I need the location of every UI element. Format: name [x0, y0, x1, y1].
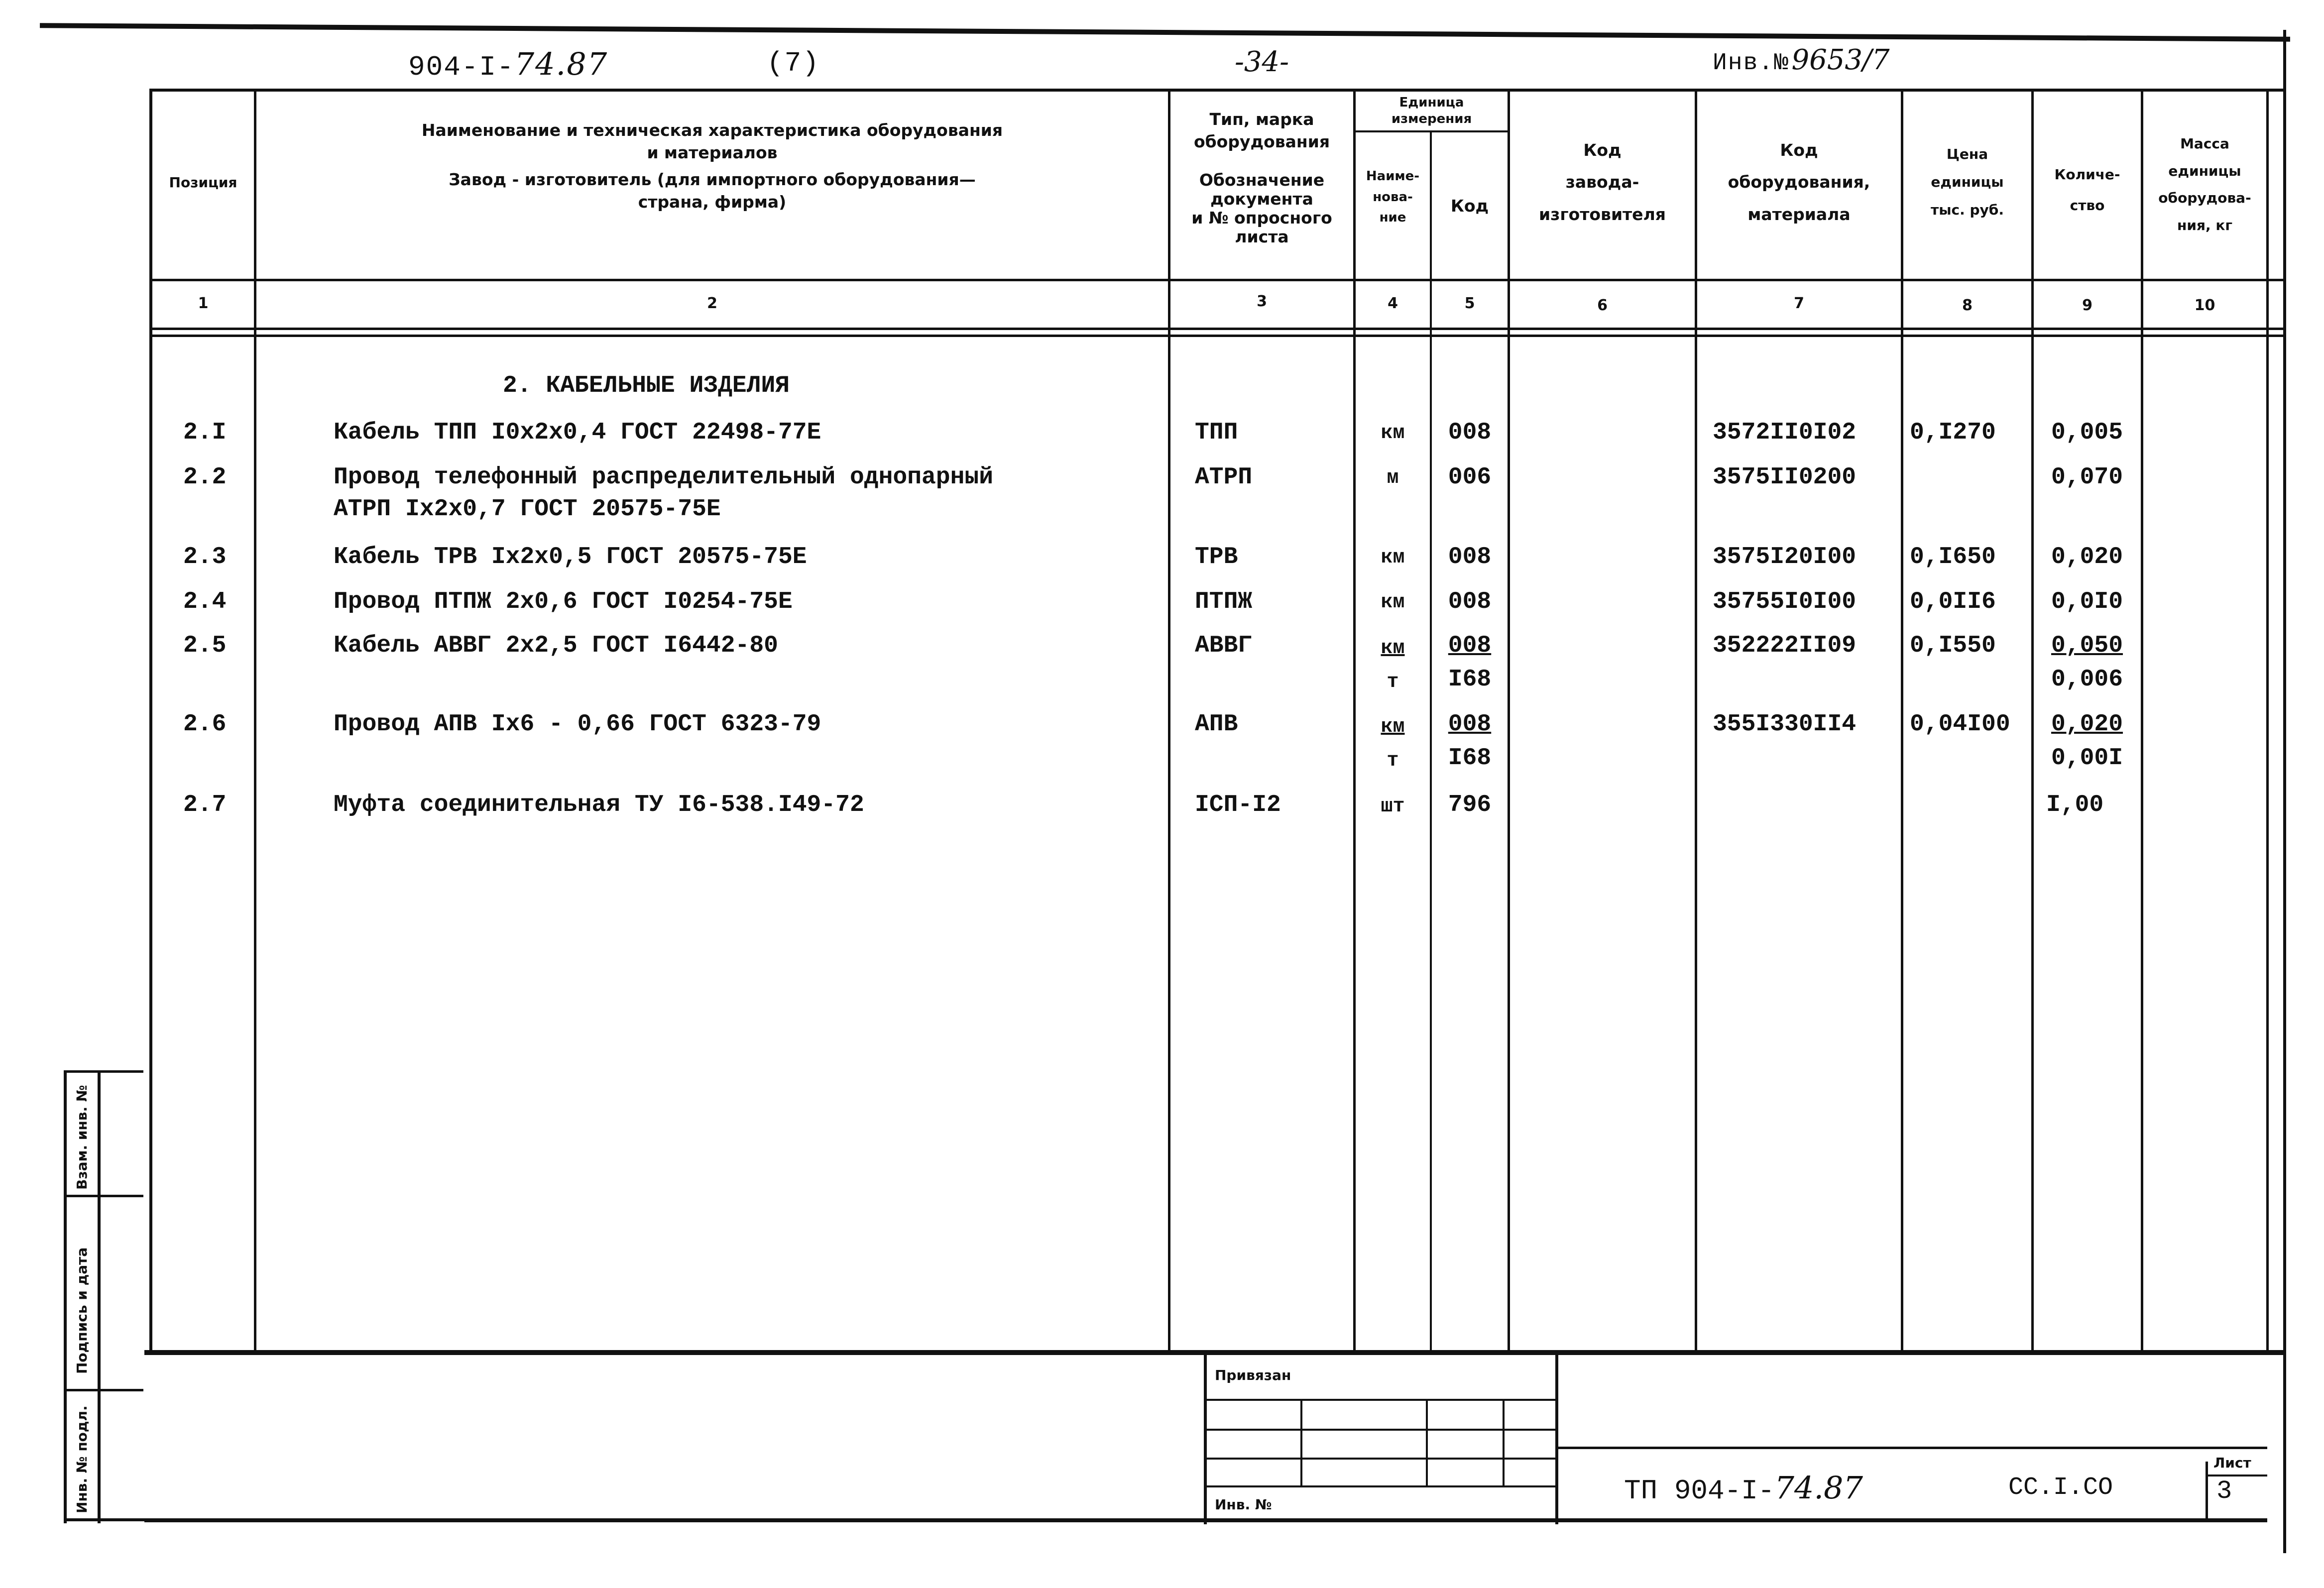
col-header-unit-group: Единица измерения — [1391, 95, 1472, 126]
row-price: 0,04I00 — [1910, 711, 2010, 738]
row-name: Кабель АВВГ 2х2,5 ГОСТ I6442-80 — [334, 632, 778, 659]
row-price: 0,I270 — [1910, 419, 1996, 446]
col-line-4 — [1430, 130, 1432, 1353]
row-unit-code: 008 — [1448, 588, 1492, 615]
section-title: 2. КАБЕЛЬНЫЕ ИЗДЕЛИЯ — [503, 372, 790, 399]
row-type: IСП-I2 — [1195, 792, 1281, 818]
row-material-code: 3572II0I02 — [1713, 419, 1857, 446]
col-line-5 — [1508, 89, 1510, 1353]
colnum-9: 9 — [2082, 297, 2092, 314]
row-material-code: 3575I20I00 — [1713, 544, 1857, 570]
header-bottom-line — [149, 279, 2285, 281]
row-type: АТРП — [1195, 464, 1253, 491]
row-material-code: 352222II09 — [1713, 632, 1857, 659]
row-unit-code: 008 — [1448, 419, 1492, 446]
right-border-line — [2283, 30, 2286, 1553]
colnum-double-line — [149, 335, 2285, 337]
title-inv-label: Инв. № — [1215, 1496, 1272, 1513]
side-stamp-signature-date: Подпись и дата — [74, 1247, 90, 1374]
col-header-factory-code: Код завода- изготовителя — [1539, 140, 1666, 224]
col-line-2 — [1168, 89, 1170, 1353]
row-quantity: 0,020 — [2051, 544, 2123, 570]
header-doc-code: 904-I-74.87 — [408, 46, 608, 83]
col-header-position: Позиция — [169, 174, 237, 191]
col-header-quantity: Количе- ство — [2054, 166, 2120, 214]
row-unit-code-2: I68 — [1448, 745, 1492, 772]
title-block-divider-line — [1555, 1350, 1558, 1524]
col-line-7 — [1901, 89, 1903, 1353]
row-position: 2.6 — [183, 711, 227, 738]
row-unit-code-2: I68 — [1448, 666, 1492, 693]
page-bottom-line — [144, 1518, 2267, 1522]
row-type: ТПП — [1195, 419, 1238, 446]
row-name-line2: АТРП Iх2х0,7 ГОСТ 20575-75Е — [334, 496, 721, 523]
title-block-left-line — [1204, 1350, 1207, 1524]
row-position: 2.7 — [183, 792, 227, 818]
row-type: АПВ — [1195, 711, 1238, 738]
title-grid-vline-3 — [1503, 1399, 1505, 1487]
sheet-box-left — [2206, 1462, 2208, 1520]
col-header-type: Тип, марка оборудования Обозначение документа и № опросного листа — [1191, 110, 1332, 246]
row-unit: км — [1381, 637, 1405, 660]
attached-label: Привязан — [1215, 1367, 1291, 1383]
row-position: 2.5 — [183, 632, 227, 659]
row-unit-code: 008 — [1448, 711, 1492, 738]
row-type: АВВГ — [1195, 632, 1253, 659]
row-name: Муфта соединительная ТУ I6-538.I49-72 — [334, 792, 864, 818]
row-price: 0,I650 — [1910, 544, 1996, 570]
colnum-bottom-line — [149, 328, 2285, 330]
col-header-unit-name: Наиме- нова- ние — [1366, 169, 1420, 226]
sheet-label: Лист — [2213, 1455, 2251, 1471]
row-unit: км — [1381, 422, 1405, 445]
row-unit-code: 796 — [1448, 792, 1492, 818]
row-unit-code: 006 — [1448, 464, 1492, 491]
col-line-8 — [2031, 89, 2034, 1353]
row-position: 2.I — [183, 419, 227, 446]
row-name: Провод АПВ Iх6 - 0,66 ГОСТ 6323-79 — [334, 711, 821, 738]
top-border-line — [40, 23, 2290, 42]
table-bottom-line — [144, 1350, 2285, 1355]
row-position: 2.4 — [183, 588, 227, 615]
title-sheet-code: СС.I.СО — [2008, 1474, 2113, 1502]
colnum-7: 7 — [1794, 295, 1804, 312]
title-grid-line-1 — [1204, 1399, 1558, 1401]
title-code-line — [1555, 1447, 2267, 1449]
table-top-line — [149, 89, 2285, 92]
row-quantity: 0,0I0 — [2051, 588, 2123, 615]
row-price: 0,I550 — [1910, 632, 1996, 659]
title-doc-code-handwritten: 74.87 — [1774, 1470, 1863, 1506]
row-unit: км — [1381, 591, 1405, 614]
col-line-10 — [2266, 89, 2269, 1353]
row-unit-code: 008 — [1448, 632, 1492, 659]
row-name: Провод ПТПЖ 2х0,6 ГОСТ I0254-75Е — [334, 588, 793, 615]
header-page-number: -34- — [1235, 46, 1289, 78]
row-unit: км — [1381, 716, 1405, 738]
row-quantity: 0,020 — [2051, 711, 2123, 738]
col-header-mass: Масса единицы оборудова- ния, кг — [2158, 135, 2251, 233]
col-header-price: Цена единицы тыс. руб. — [1930, 146, 2004, 218]
title-grid-line-4 — [1204, 1485, 1558, 1487]
header-doc-code-handwritten: 74.87 — [514, 46, 608, 82]
row-unit-2: т — [1387, 671, 1399, 693]
title-grid-vline-2 — [1426, 1399, 1428, 1487]
sheet-number: 3 — [2216, 1476, 2232, 1506]
col-header-name: Наименование и техническая характеристика оборудования и материалов Завод - изготовитель (для импортного оборудования— страна, фирма) — [421, 120, 1003, 212]
title-doc-code: ТП 904-I-74.87 — [1624, 1470, 1863, 1507]
colnum-6: 6 — [1597, 297, 1608, 314]
row-price: 0,0II6 — [1910, 588, 1996, 615]
col-line-0 — [149, 89, 152, 1353]
header-inventory: Инв.№ 9653/7 — [1713, 44, 1890, 77]
side-stamp-outer-line — [64, 1070, 67, 1523]
row-name: Провод телефонный распределительный однопарный — [334, 464, 994, 491]
side-stamp-top — [64, 1070, 143, 1073]
row-name: Кабель ТПП I0х2х0,4 ГОСТ 22498-77Е — [334, 419, 821, 446]
row-position: 2.3 — [183, 544, 227, 570]
side-stamp-replaced-inv: Взам. инв. № — [74, 1085, 90, 1190]
row-unit: м — [1387, 467, 1399, 489]
row-material-code: 35755I0I00 — [1713, 588, 1857, 615]
row-quantity: 0,005 — [2051, 419, 2123, 446]
side-stamp-inner-line — [98, 1070, 101, 1523]
row-type: ТРВ — [1195, 544, 1238, 570]
colnum-10: 10 — [2194, 297, 2215, 314]
title-grid-line-3 — [1204, 1458, 1558, 1460]
colnum-1: 1 — [198, 295, 209, 312]
col-line-9 — [2141, 89, 2143, 1353]
row-quantity-2: 0,00I — [2051, 745, 2123, 772]
col-header-material-code: Код оборудования, материала — [1728, 140, 1870, 224]
row-quantity-2: 0,006 — [2051, 666, 2123, 693]
side-stamp-original-inv: Инв. № подл. — [74, 1405, 90, 1513]
side-stamp-div-1 — [64, 1195, 143, 1197]
colnum-3: 3 — [1257, 293, 1267, 310]
row-position: 2.2 — [183, 464, 227, 491]
row-unit: шт — [1381, 795, 1405, 818]
side-stamp-div-2 — [64, 1389, 143, 1391]
sheet-box-mid — [2206, 1475, 2267, 1476]
header-page-marker: (7) — [767, 47, 820, 79]
col-line-1 — [254, 89, 256, 1353]
col-line-6 — [1695, 89, 1697, 1353]
row-quantity: 0,050 — [2051, 632, 2123, 659]
colnum-5: 5 — [1464, 295, 1475, 312]
colnum-8: 8 — [1962, 297, 1973, 314]
header-inventory-number: 9653/7 — [1791, 44, 1890, 76]
title-grid-line-2 — [1204, 1429, 1558, 1431]
side-stamp-bottom — [64, 1518, 148, 1521]
row-material-code: 3575II0200 — [1713, 464, 1857, 491]
colnum-2: 2 — [707, 295, 717, 312]
row-unit: км — [1381, 547, 1405, 569]
col-header-unit-code: Код — [1450, 196, 1489, 216]
row-unit-2: т — [1387, 750, 1399, 772]
row-unit-code: 008 — [1448, 544, 1492, 570]
row-quantity: I,00 — [2046, 792, 2104, 818]
row-material-code: 355I330II4 — [1713, 711, 1857, 738]
row-name: Кабель ТРВ Iх2х0,5 ГОСТ 20575-75Е — [334, 544, 807, 570]
row-type: ПТПЖ — [1195, 588, 1253, 615]
row-quantity: 0,070 — [2051, 464, 2123, 491]
title-grid-vline-1 — [1300, 1399, 1302, 1487]
colnum-4: 4 — [1388, 295, 1398, 312]
